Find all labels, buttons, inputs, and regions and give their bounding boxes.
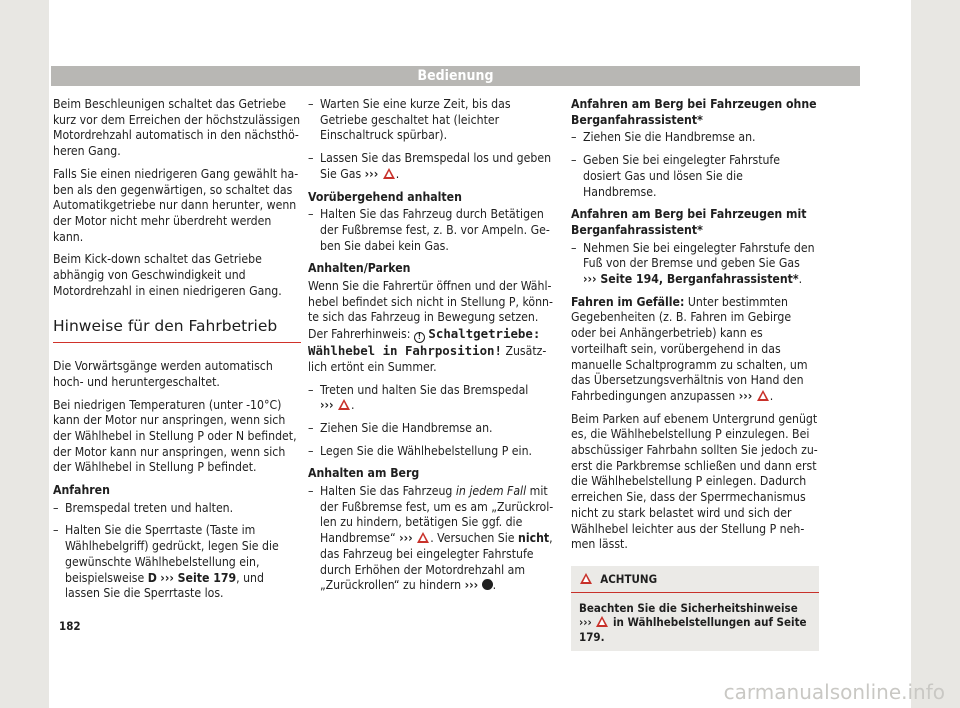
- subheading: Anfahren am Berg bei Fahrzeugen ohne Berganfahrassistent*: [571, 97, 817, 127]
- list-item: – Bremspedal treten und halten.: [53, 501, 301, 517]
- list-item: – Geben Sie bei eingelegter Fahrstufe dosiert Gas und lösen Sie die Handbremse.: [571, 153, 819, 200]
- subheading: Anfahren am Berg bei Fahrzeugen mit Berganfahrassistent*: [571, 207, 807, 237]
- link-seite-179[interactable]: ››› Seite 179: [160, 570, 237, 585]
- crossref-arrows[interactable]: ›››: [399, 531, 413, 546]
- subheading-vor: Vorübergehend anhalten: [308, 189, 462, 204]
- paragraph: Die Vorwärtsgänge werden automatisch hoch- und heruntergeschaltet.: [53, 359, 273, 389]
- warning-triangle-icon: [596, 616, 608, 627]
- subheading-park: Anhalten/Parken: [308, 261, 411, 276]
- paragraph: Falls Sie einen niedrigeren Gang gewählt haben als den gegenwärtigen, so schaltet das Automatikgetriebe nur dann herunter, wenn der Motor nicht mehr überdreht werden kann.: [53, 166, 299, 244]
- page-header: Bedienung: [51, 66, 860, 86]
- watermark: carmanualsonline.info: [723, 680, 945, 704]
- achtung-header: ACHTUNG: [571, 566, 819, 593]
- column-2: [308, 97, 556, 601]
- list-item: – Lassen Sie das Bremspedal los und geben Sie Gas ››› .: [308, 151, 556, 182]
- achtung-body: Beachten Sie die Sicherheitshinweise ››› in Wählhebelstellungen auf Seite 179.: [579, 600, 807, 644]
- warning-triangle-icon: [580, 573, 592, 584]
- list-item: – Halten Sie die Sperrtaste (Taste im Wählhebelgriff) gedrückt, legen Sie die gewünschte Wählhebelstellung ein, beispielsweise D ››› Seite 179, und lassen Sie die Sperrtaste los.: [53, 523, 301, 602]
- list-item: – Legen Sie die Wählhebelstellung P ein.: [308, 444, 556, 460]
- page-number: 182: [59, 619, 81, 633]
- indicator-icon: !: [414, 332, 425, 343]
- subheading-anfahren: Anfahren: [53, 483, 110, 498]
- list-item: – Ziehen Sie die Handbremse an.: [308, 421, 556, 437]
- paragraph: Fahren im Gefälle: Unter bestimmten Gegebenheiten (z. B. Fahren im Gebirge oder bei Anhängerbetrieb) kann es vorteilhaft sein, vorübergehend in das manuelle Schaltprogramm zu schalten, um das Übersetzungsverhältnis von Hand den Fahrbedingungen anzupassen ››› .: [571, 294, 808, 403]
- crossref-arrows[interactable]: ›››: [738, 388, 753, 403]
- list-item: – Halten Sie das Fahrzeug durch Betätigen der Fußbremse fest, z. B. vor Ampeln. Geben Sie dabei kein Gas.: [308, 207, 556, 254]
- subheading-berg: Anhalten am Berg: [308, 466, 420, 481]
- list-item: – Halten Sie das Fahrzeug in jedem Fall mit der Fußbremse fest, um es am „Zurückrollen zu hindern, betätigen Sie ggf. die Handbremse“ ››› . Versuchen Sie nicht, das Fahrzeug bei eingelegter Fahrstufe durch Erhöhen der Motordrehzahl am „Zurückrollen“ zu hindern ››› .: [308, 484, 556, 594]
- section-heading: Hinweise für den Fahrbetrieb: [53, 319, 301, 343]
- warning-triangle-icon: [757, 390, 769, 401]
- display-message: Schaltgetriebe: Wählhebel in Fahrposition!: [308, 326, 541, 359]
- paragraph: Beim Parken auf ebenem Untergrund genügt es, die Wählhebelstellung P einzulegen. Bei abschüssiger Fahrbahn sollten Sie jedoch zuerst die Parkbremse schließen und dann erst die Wählhebelstellung P einlegen. Dadurch erreichen Sie, dass der Sperrmechanismus nicht zu stark belastet wird und sich der Wählhebel leichter aus der Stellung P nehmen lässt.: [571, 411, 818, 552]
- list-item: – Ziehen Sie die Handbremse an.: [571, 130, 819, 146]
- crossref-arrows[interactable]: ›››: [464, 578, 479, 593]
- note-dot-icon: [482, 579, 493, 590]
- list-item: – Treten und halten Sie das Bremspedal ››› .: [308, 383, 556, 414]
- list-item: – Nehmen Sie bei eingelegter Fahrstufe den Fuß von der Bremse und geben Sie Gas ››› Seite 194, Berganfahrassistent*.: [571, 241, 819, 288]
- paragraph: Beim Beschleunigen schaltet das Getriebe kurz vor dem Erreichen der höchstzulässigen Motordrehzahl automatisch in den nächsthöheren Gang.: [53, 97, 301, 159]
- paragraph: Wenn Sie die Fahrertür öffnen und der Wählhebel befindet sich nicht in Stellung P, könnte sich das Fahrzeug in Bewegung setzen. Der Fahrerhinweis: ! Schaltgetriebe: Wählhebel in Fahrposition! Zusätzlich ertönt ein Summer.: [308, 279, 553, 374]
- warning-triangle-icon: [417, 532, 429, 543]
- list-item: – Warten Sie eine kurze Zeit, bis das Getriebe geschaltet hat (leichter Einschaltruck spürbar).: [308, 97, 556, 144]
- warning-triangle-icon: [383, 168, 395, 179]
- link-seite-194[interactable]: ››› Seite 194, Berganfahrassistent*: [583, 272, 799, 287]
- column-3: [571, 97, 819, 651]
- paragraph: Bei niedrigen Temperaturen (unter -10°C) kann der Motor nur anspringen, wenn sich der Wählhebel in Stellung P oder N befindet, der Motor kann nur anspringen, wenn sich der Wählhebel in Stellung P befindet.: [53, 397, 297, 475]
- warning-triangle-icon: [338, 399, 350, 410]
- crossref-arrows[interactable]: ›››: [364, 166, 379, 181]
- column-1: [53, 97, 301, 609]
- crossref-arrows[interactable]: ›››: [320, 398, 334, 413]
- paragraph: Beim Kick-down schaltet das Getriebe abhängig von Geschwindigkeit und Motordrehzahl in einen niedrigeren Gang.: [53, 252, 282, 298]
- achtung-box: [571, 566, 819, 652]
